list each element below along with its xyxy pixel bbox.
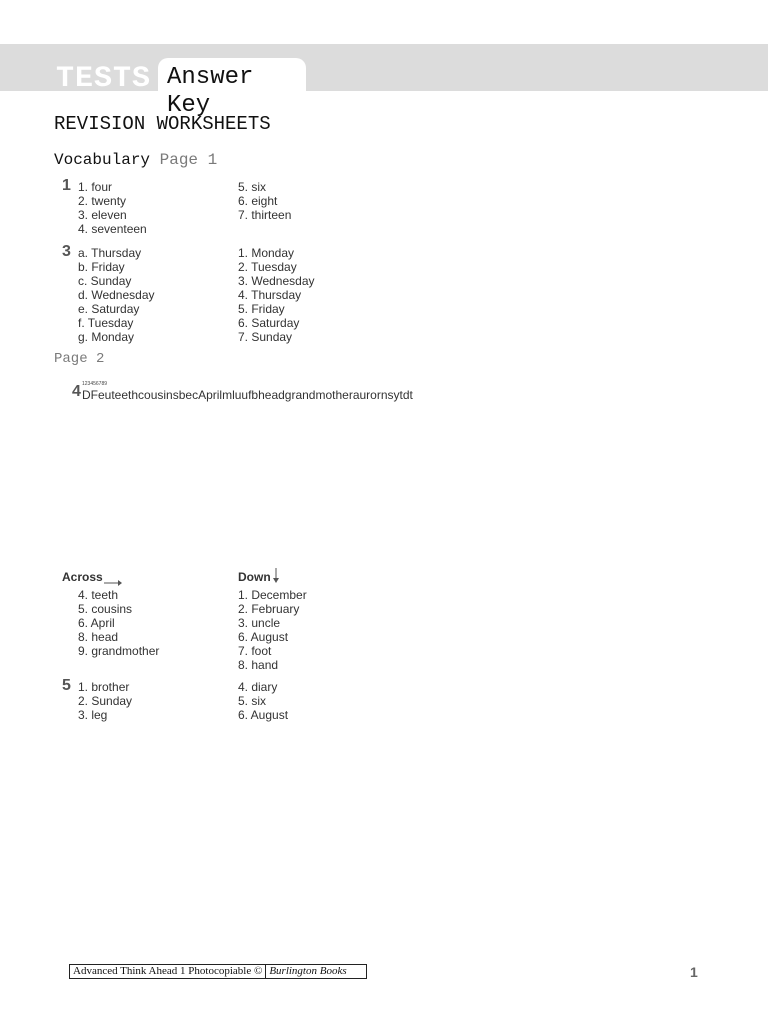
tests-label: TESTS bbox=[56, 62, 152, 96]
page2-label: Page 2 bbox=[54, 351, 105, 367]
list-item: 7. thirteen bbox=[238, 208, 292, 222]
list-item: 5. six bbox=[238, 694, 267, 708]
exercise-5-left-list bbox=[78, 680, 132, 722]
list-item: 8. head bbox=[78, 630, 119, 644]
list-item: 6. eight bbox=[238, 194, 278, 208]
list-item: 7. Sunday bbox=[238, 330, 293, 344]
exercise-3-number: 3 bbox=[62, 243, 71, 260]
list-item: 2. Sunday bbox=[78, 694, 133, 708]
list-item: d. Wednesday bbox=[78, 288, 155, 302]
list-item: b. Friday bbox=[78, 260, 125, 274]
list-item: 1. Monday bbox=[238, 246, 295, 260]
page1-label: Page 1 bbox=[159, 151, 218, 169]
list-item: 8. hand bbox=[238, 658, 279, 672]
list-item: e. Saturday bbox=[78, 302, 140, 316]
page-title: REVISION WORKSHEETS bbox=[54, 113, 271, 135]
list-item: 3. leg bbox=[78, 708, 108, 722]
list-item: 4. Thursday bbox=[238, 288, 302, 302]
section-title bbox=[54, 150, 217, 170]
list-item: 1. brother bbox=[78, 680, 130, 694]
footer-copyright-box bbox=[69, 964, 367, 979]
list-item: 3. eleven bbox=[78, 208, 127, 222]
list-item: 4. diary bbox=[238, 680, 278, 694]
footer-publisher: Burlington Books bbox=[269, 965, 347, 977]
list-item: 6. April bbox=[78, 616, 115, 630]
list-item: 6. Saturday bbox=[238, 316, 300, 330]
section-name: Vocabulary bbox=[54, 151, 151, 169]
list-item: 2. Tuesday bbox=[238, 260, 297, 274]
exercise-5-right-list bbox=[238, 680, 288, 722]
list-item: 2. twenty bbox=[78, 194, 127, 208]
across-label: Across bbox=[62, 570, 103, 584]
arrow-down-icon bbox=[271, 568, 281, 584]
list-item: 1. December bbox=[238, 588, 307, 602]
list-item: 4. teeth bbox=[78, 588, 119, 602]
list-item: c. Sunday bbox=[78, 274, 132, 288]
exercise-1-left-list bbox=[78, 180, 147, 236]
down-label: Down bbox=[238, 570, 271, 584]
exercise-3-right-list bbox=[238, 246, 315, 344]
list-item: 6. August bbox=[238, 630, 289, 644]
exercise-1-number: 1 bbox=[62, 177, 71, 194]
list-item: 3. uncle bbox=[238, 616, 281, 630]
exercise-5-number: 5 bbox=[62, 677, 71, 694]
footer-separator bbox=[265, 965, 266, 978]
list-item: 7. foot bbox=[238, 644, 272, 658]
list-item: 6. August bbox=[238, 708, 289, 722]
list-item: 3. Wednesday bbox=[238, 274, 315, 288]
wordsearch-grid-numbers: 123456789 bbox=[82, 381, 108, 387]
answer-key-label: Answer Key bbox=[167, 64, 254, 119]
list-item: 5. six bbox=[238, 180, 267, 194]
page-number: 1 bbox=[690, 964, 698, 980]
wordsearch-grid-text: DFeuteethcousinsbecAprilmluufbheadgrandmotheraurornsytdt bbox=[82, 388, 413, 402]
arrow-right-icon bbox=[104, 578, 122, 588]
list-item: 5. Friday bbox=[238, 302, 285, 316]
list-item: 5. cousins bbox=[78, 602, 133, 616]
exercise-1-right-list bbox=[238, 180, 291, 222]
footer-copyright: Advanced Think Ahead 1 Photocopiable © bbox=[73, 965, 263, 977]
list-item: f. Tuesday bbox=[78, 316, 134, 330]
down-answers-list bbox=[238, 588, 307, 672]
list-item: 9. grandmother bbox=[78, 644, 160, 658]
exercise-3-left-list bbox=[78, 246, 155, 344]
list-item: 2. February bbox=[238, 602, 300, 616]
exercise-4-number: 4 bbox=[72, 383, 81, 400]
across-answers-list bbox=[78, 588, 159, 658]
list-item: a. Thursday bbox=[78, 246, 142, 260]
list-item: 4. seventeen bbox=[78, 222, 147, 236]
list-item: g. Monday bbox=[78, 330, 135, 344]
list-item: 1. four bbox=[78, 180, 113, 194]
